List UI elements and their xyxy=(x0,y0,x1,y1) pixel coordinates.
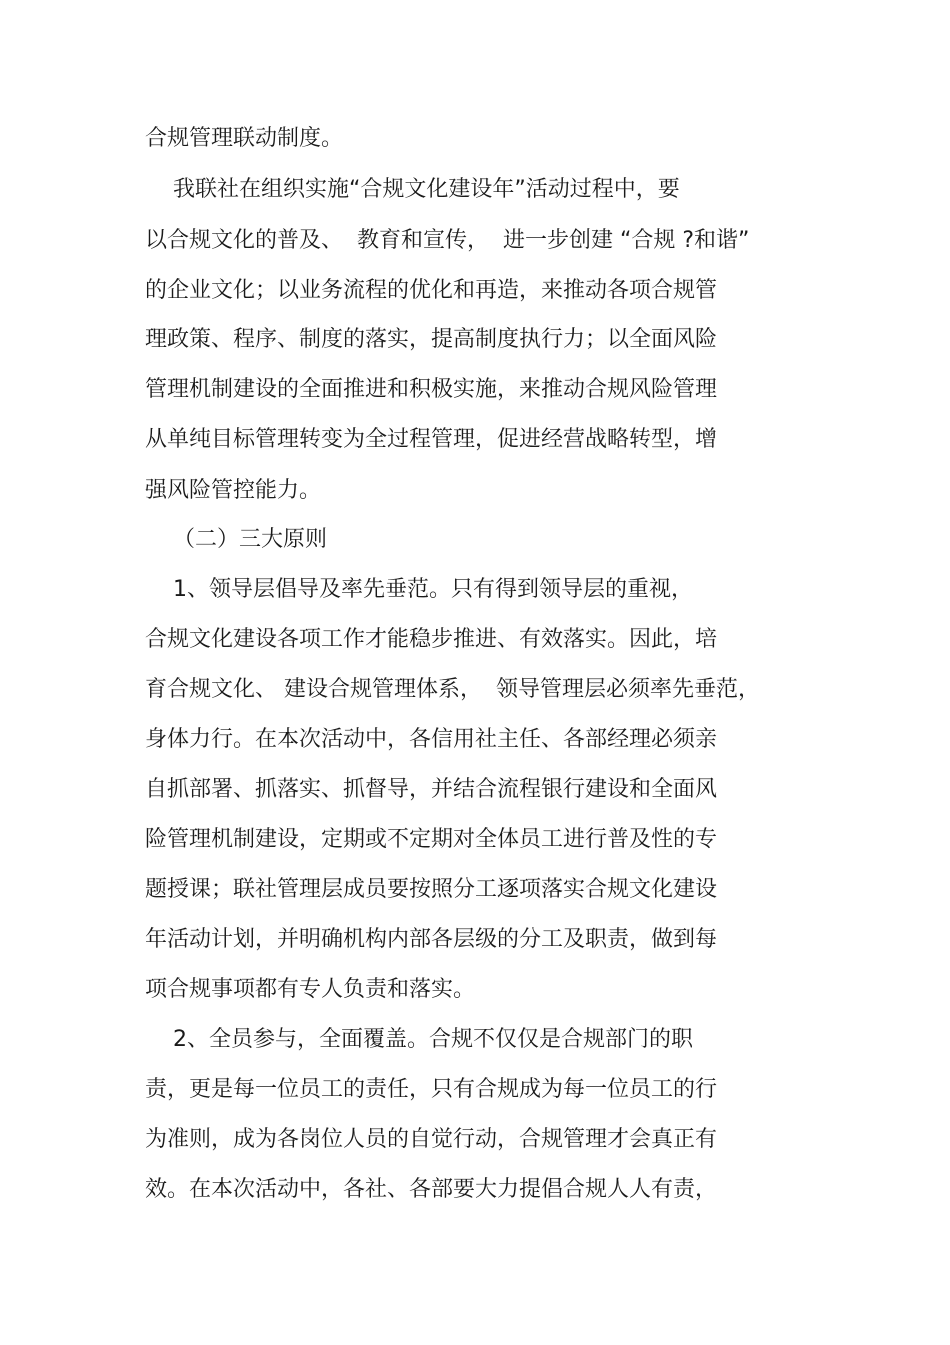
text-line: 管理机制建设的全面推进和积极实施，来推动合规风险管理 xyxy=(145,377,718,402)
text-line: 合规文化建设各项工作才能稳步推进、有效落实。因此，培 xyxy=(145,627,718,652)
text-line: 责，更是每一位员工的责任，只有合规成为每一位员工的行 xyxy=(145,1077,718,1102)
text-line: 题授课；联社管理层成员要按照分工逐项落实合规文化建设 xyxy=(145,877,718,902)
text-line: 育合规文化、 建设合规管理体系， 领导管理层必须率先垂范， xyxy=(145,677,760,702)
text-line: 项合规事项都有专人负责和落实。 xyxy=(145,977,476,1002)
text-line: 为准则，成为各岗位人员的自觉行动，合规管理才会真正有 xyxy=(145,1127,718,1152)
text-line: 合规管理联动制度。 xyxy=(145,126,344,151)
text-line: 1、领导层倡导及率先垂范。只有得到领导层的重视， xyxy=(145,577,693,602)
text-line: 我联社在组织实施“合规文化建设年”活动过程中，要 xyxy=(145,177,680,202)
text-line: 2、全员参与，全面覆盖。合规不仅仅是合规部门的职 xyxy=(145,1027,693,1052)
text-line: 强风险管控能力。 xyxy=(145,478,322,503)
section-heading: （二）三大原则 xyxy=(145,527,327,552)
text-line: 自抓部署、抓落实、抓督导，并结合流程银行建设和全面风 xyxy=(145,777,718,802)
text-line: 效。在本次活动中，各社、各部要大力提倡合规人人有责， xyxy=(145,1177,718,1202)
text-line: 身体力行。在本次活动中，各信用社主任、各部经理必须亲 xyxy=(145,727,718,752)
text-line: 的企业文化；以业务流程的优化和再造，来推动各项合规管 xyxy=(145,278,718,303)
text-line: 从单纯目标管理转变为全过程管理，促进经营战略转型，增 xyxy=(145,427,718,452)
text-line: 年活动计划，并明确机构内部各层级的分工及职责，做到每 xyxy=(145,927,718,952)
text-line: 理政策、程序、制度的落实，提高制度执行力；以全面风险 xyxy=(145,327,718,352)
text-line: 险管理机制建设，定期或不定期对全体员工进行普及性的专 xyxy=(145,827,718,852)
text-line: 以合规文化的普及、 教育和宣传， 进一步创建 “合规 ?和谐” xyxy=(145,228,750,253)
